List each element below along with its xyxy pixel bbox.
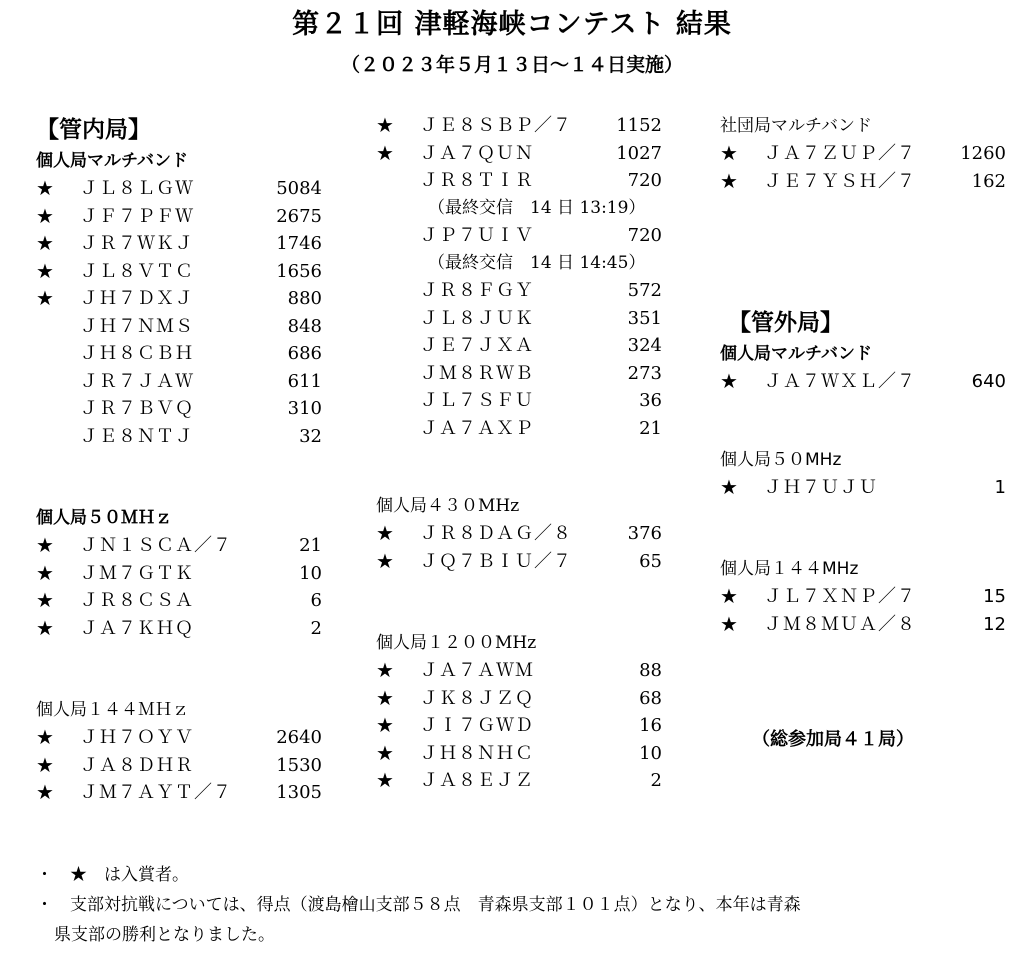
footer-line-1: ・ ★ は入賞者。 (36, 865, 189, 885)
result-row (720, 368, 1010, 396)
callsign: ＪＬ８ＶＴＣ (80, 260, 194, 282)
result-row (376, 767, 666, 795)
kannai-144-cont-list (376, 112, 666, 442)
callsign: ＪＮ１ＳＣＡ／７ (80, 535, 232, 556)
kannai-430-label: 個人局４３０MHz (376, 496, 520, 516)
callsign: ＪＱ７ＢＩＵ／７ (420, 550, 572, 572)
callsign: ＪＫ８ＪＺＱ (420, 687, 534, 709)
result-row (36, 258, 336, 286)
result-row (376, 685, 666, 713)
score: 1656 (276, 260, 322, 282)
score: 2 (310, 617, 322, 639)
callsign: ＪＬ７ＳＦＵ (420, 390, 534, 411)
prize-star-icon: ★ (376, 740, 394, 765)
prize-star-icon: ★ (36, 615, 54, 640)
result-row (376, 712, 666, 740)
kangai-144-list (720, 583, 1010, 638)
score: 2640 (276, 727, 322, 748)
prize-star-icon: ★ (36, 780, 54, 804)
prize-star-icon: ★ (376, 768, 394, 792)
footer-line-3: 県支部の勝利となりました。 (54, 925, 275, 945)
callsign: ＪＡ７ＡＷＭ (420, 660, 534, 681)
callsign: ＪＬ７ＸＮＰ／７ (764, 586, 916, 607)
callsign: ＪＡ７ＡＸＰ (420, 417, 534, 439)
prize-star-icon: ★ (720, 611, 738, 636)
result-row (720, 611, 1010, 639)
callsign: ＪＡ７ＱＵＮ (420, 142, 534, 164)
kannai-multi-label: 個人局マルチバンド (36, 151, 188, 171)
callsign: ＪＥ７ＹＳＨ／７ (764, 170, 916, 192)
column-3-kangai (720, 306, 1010, 638)
score: 611 (287, 370, 322, 392)
score: 376 (627, 523, 662, 544)
prize-star-icon: ★ (376, 658, 394, 682)
result-row (376, 387, 666, 415)
page-title: 第２１回 津軽海峡コンテスト 結果 (292, 9, 732, 40)
result-row (36, 560, 336, 588)
last-contact-note: （最終交信 14 日 14:45） (428, 252, 646, 273)
result-row (376, 740, 666, 768)
kangai-multi-list (720, 368, 1010, 396)
prize-star-icon: ★ (36, 533, 54, 557)
kangai-50-list (720, 474, 1010, 502)
result-row (720, 583, 1010, 611)
footer-line-2: ・ 支部対抗戦については、得点（渡島檜山支部５８点 青森県支部１０１点）となり、本年は青森 (36, 895, 801, 915)
prize-star-icon: ★ (36, 725, 54, 749)
callsign: ＪＨ７ＯＹＶ (80, 727, 194, 748)
callsign: ＪＡ７ＫＨＱ (80, 617, 194, 639)
prize-star-icon: ★ (36, 176, 54, 200)
result-row (36, 615, 336, 643)
kannai-club-label: 社団局マルチバンド (720, 116, 872, 136)
result-row (376, 332, 666, 360)
result-row (376, 415, 666, 443)
kannai-multi-list (36, 175, 336, 450)
score: 1530 (276, 754, 322, 776)
result-row (36, 340, 336, 368)
score: 16 (639, 715, 662, 736)
kannai-144-list (36, 724, 336, 807)
prize-star-icon: ★ (376, 113, 394, 137)
score: 68 (639, 687, 662, 709)
result-row (376, 140, 666, 168)
callsign: ＪＰ７ＵＩＶ (420, 225, 534, 246)
result-row (36, 368, 336, 396)
score: 65 (639, 550, 662, 572)
score: 5084 (276, 178, 322, 199)
kannai-144-label: 個人局１４４ＭＨｚ (36, 700, 189, 720)
kangai-144-label: 個人局１４４MHz (720, 559, 859, 579)
result-row (376, 657, 666, 685)
result-row (376, 360, 666, 388)
result-row (36, 752, 336, 780)
prize-star-icon: ★ (720, 141, 738, 165)
callsign: ＪＨ８ＣＢＨ (80, 343, 194, 364)
kangai-50-label: 個人局５０MHz (720, 449, 842, 470)
callsign: ＪＥ７ＪＸＡ (420, 335, 534, 356)
callsign: ＪＬ８ＪＵＫ (420, 307, 534, 329)
prize-star-icon: ★ (376, 685, 394, 710)
score: 273 (627, 362, 662, 384)
result-row (36, 313, 336, 341)
kannai-1200-list (376, 657, 666, 795)
kannai-430-list (376, 520, 666, 575)
callsign: ＪＭ８ＲＷＢ (420, 362, 534, 384)
score: 1152 (616, 115, 662, 136)
score: 1 (994, 476, 1006, 498)
prize-star-icon: ★ (720, 584, 738, 608)
prize-star-icon: ★ (720, 474, 738, 499)
score: 32 (299, 425, 322, 447)
page-subtitle: （２０２３年５月１３日～１４日実施） (340, 54, 683, 76)
total-stations: （総参加局４１局） (752, 729, 914, 750)
score: 21 (639, 417, 662, 439)
prize-star-icon: ★ (36, 231, 54, 255)
score: 88 (639, 660, 662, 681)
score: 1305 (276, 782, 322, 803)
callsign: ＪＥ８ＮＴＪ (80, 425, 194, 447)
result-row (36, 724, 336, 752)
prize-star-icon: ★ (36, 258, 54, 283)
prize-star-icon: ★ (376, 521, 394, 545)
result-row (376, 167, 666, 195)
score: 686 (287, 343, 322, 364)
kannai-50-list (36, 532, 336, 642)
kannai-1200-label: 個人局１２００MHz (376, 633, 537, 653)
callsign: ＪＬ８ＬＧＷ (80, 178, 194, 199)
result-row (36, 395, 336, 423)
score: 1260 (960, 143, 1006, 164)
result-row (36, 285, 336, 313)
result-row (36, 423, 336, 451)
callsign: ＪＭ７ＡＹＴ／７ (80, 782, 232, 803)
score: 2675 (276, 205, 322, 227)
result-row (376, 277, 666, 305)
result-row (376, 520, 666, 548)
callsign: ＪＥ８ＳＢＰ／７ (420, 115, 572, 136)
column-2 (376, 112, 666, 795)
column-3 (720, 112, 1010, 195)
score: 720 (627, 225, 662, 246)
score: 10 (639, 742, 662, 764)
prize-star-icon: ★ (36, 752, 54, 777)
callsign: ＪＲ８ＴＩＲ (420, 170, 534, 191)
result-row (36, 230, 336, 258)
score: 848 (287, 315, 322, 337)
result-row (720, 474, 1010, 502)
callsign: ＪＭ７ＧＴＫ (80, 562, 194, 584)
result-row (36, 175, 336, 203)
result-row (720, 140, 1010, 168)
result-row (376, 112, 666, 140)
score: 15 (983, 586, 1006, 607)
callsign: ＪＡ８ＥＪＺ (420, 770, 534, 791)
callsign: ＪＲ８ＤＡＧ／８ (420, 523, 572, 544)
result-row (720, 168, 1010, 196)
result-row (36, 779, 336, 807)
score: 12 (983, 613, 1006, 635)
prize-star-icon: ★ (376, 140, 394, 165)
callsign: ＪＡ７ＷＸＬ／７ (764, 371, 916, 392)
kannai-50-label: 個人局５０ＭＨｚ (36, 508, 172, 528)
score: 310 (287, 398, 322, 419)
result-row (376, 305, 666, 333)
callsign: ＪＨ７ＵＪＵ (764, 476, 878, 498)
callsign: ＪＨ７ＮＭＳ (80, 315, 194, 337)
kannai-club-list (720, 140, 1010, 195)
result-row (376, 548, 666, 576)
callsign: ＪＲ７ＪＡＷ (80, 370, 194, 392)
kangai-heading: 【管外局】 (728, 310, 843, 336)
callsign: ＪＡ７ＺＵＰ／７ (764, 143, 916, 164)
callsign: ＪＡ８ＤＨＲ (80, 754, 194, 776)
score: 36 (639, 390, 662, 411)
score: 880 (287, 288, 322, 309)
last-contact-note: （最終交信 14 日 13:19） (428, 197, 646, 218)
prize-star-icon: ★ (720, 369, 738, 393)
score: 10 (299, 562, 322, 584)
prize-star-icon: ★ (36, 286, 54, 310)
result-row (36, 203, 336, 231)
score: 351 (627, 307, 662, 329)
callsign: ＪＭ８ＭＵＡ／８ (764, 613, 916, 635)
prize-star-icon: ★ (376, 548, 394, 573)
footer-notes (36, 860, 801, 950)
callsign: ＪＲ８ＦＧＹ (420, 280, 534, 301)
score: 2 (650, 770, 662, 791)
callsign: ＪＨ７ＤＸＪ (80, 288, 194, 309)
score: 1746 (276, 233, 322, 254)
callsign: ＪＩ７ＧＷＤ (420, 715, 534, 736)
prize-star-icon: ★ (376, 713, 394, 737)
score: 572 (627, 280, 662, 301)
callsign: ＪＨ８ＮＨＣ (420, 742, 534, 764)
callsign: ＪＦ７ＰＦＷ (80, 205, 194, 227)
score: 720 (627, 170, 662, 191)
score: 640 (971, 371, 1006, 392)
callsign: ＪＲ８ＣＳＡ (80, 590, 194, 611)
score: 1027 (616, 142, 662, 164)
score: 21 (299, 535, 322, 556)
kangai-multi-label: 個人局マルチバンド (720, 344, 872, 364)
prize-star-icon: ★ (36, 203, 54, 228)
kannai-heading: 【管内局】 (36, 117, 151, 143)
score: 6 (310, 590, 322, 611)
result-row (376, 222, 666, 250)
column-1 (36, 113, 336, 807)
prize-star-icon: ★ (36, 560, 54, 585)
result-row (36, 532, 336, 560)
callsign: ＪＲ７ＢＶＱ (80, 398, 194, 419)
score: 162 (971, 170, 1006, 192)
score: 324 (627, 335, 662, 356)
prize-star-icon: ★ (720, 168, 738, 193)
prize-star-icon: ★ (36, 588, 54, 612)
result-row (36, 587, 336, 615)
callsign: ＪＲ７ＷＫＪ (80, 233, 194, 254)
